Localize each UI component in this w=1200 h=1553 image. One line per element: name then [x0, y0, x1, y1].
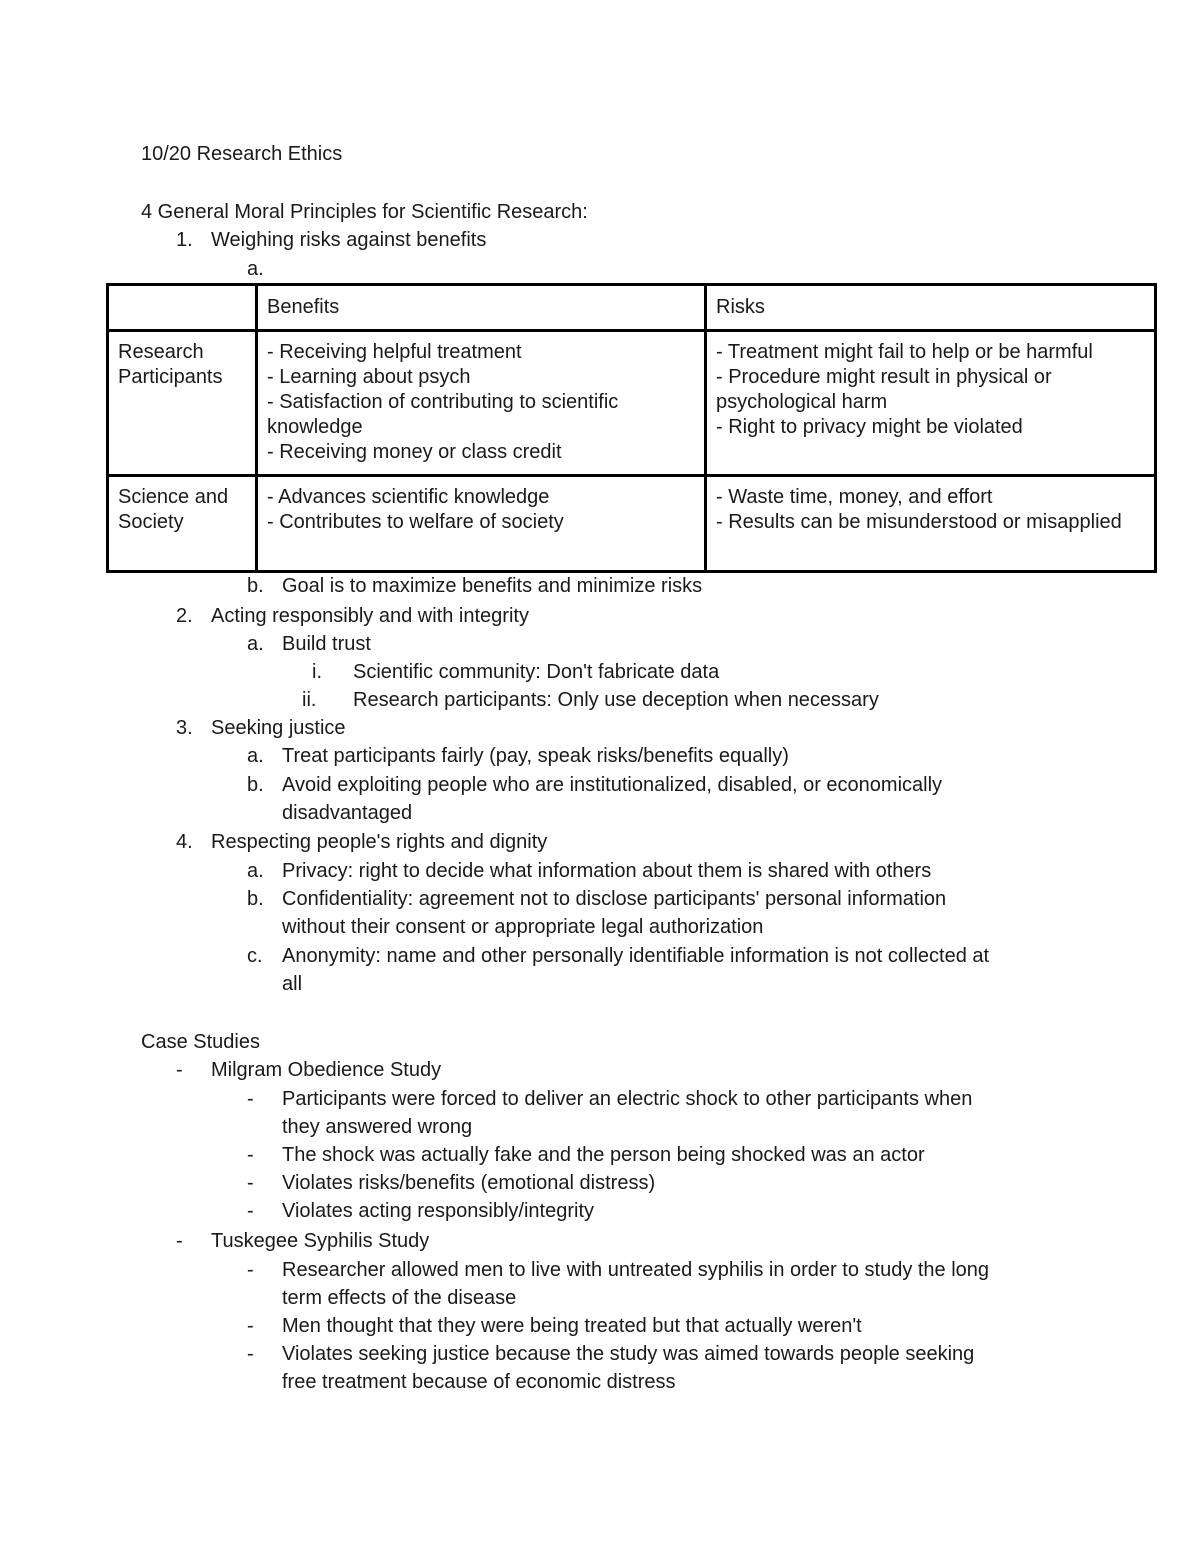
case-study-milgram: Milgram Obedience Study	[211, 1059, 442, 1081]
bullet-dash: -	[176, 1230, 183, 1252]
case-point: Violates seeking justice because the study was aimed towards people seeking	[282, 1343, 975, 1365]
risk-item: - Treatment might fail to help or be harmful	[716, 341, 1093, 363]
principles-heading: 4 General Moral Principles for Scientific Research:	[141, 201, 588, 223]
list-item: Confidentiality: agreement not to disclose participants' personal information	[282, 888, 947, 910]
row-label-line: Research	[118, 341, 204, 363]
table-header-benefits: Benefits	[257, 285, 706, 331]
list-marker: c.	[247, 945, 263, 967]
list-marker: i.	[312, 661, 322, 683]
bullet-dash: -	[247, 1088, 254, 1110]
principle-4-text: Respecting people's rights and dignity	[211, 831, 548, 853]
row-label-research-participants	[108, 331, 257, 476]
risks-benefits-table	[106, 283, 1157, 573]
case-point: Men thought that they were being treated but that actually weren't	[282, 1315, 862, 1337]
case-study-tuskegee: Tuskegee Syphilis Study	[211, 1230, 430, 1252]
bullet-dash: -	[247, 1343, 254, 1365]
bullet-dash: -	[247, 1200, 254, 1222]
list-item-continuation: disadvantaged	[282, 802, 413, 824]
benefit-item: - Advances scientific knowledge	[267, 486, 550, 508]
list-marker: a.	[247, 860, 264, 882]
list-marker: 3.	[176, 717, 193, 739]
row-label-science-society	[108, 476, 257, 572]
case-studies-heading: Case Studies	[141, 1031, 260, 1053]
benefit-item: - Satisfaction of contributing to scientific knowledge	[267, 391, 619, 438]
list-marker: 4.	[176, 831, 193, 853]
bullet-dash: -	[176, 1059, 183, 1081]
principle-2-text: Acting responsibly and with integrity	[211, 605, 529, 627]
row-label-line: Society	[118, 511, 184, 533]
list-marker: a.	[247, 258, 264, 280]
list-item-continuation: without their consent or appropriate legal authorization	[282, 916, 764, 938]
benefit-item: - Receiving helpful treatment	[267, 341, 522, 363]
list-item: Privacy: right to decide what information about them is shared with others	[282, 860, 932, 882]
risk-item: - Waste time, money, and effort	[716, 486, 993, 508]
principle-3-text: Seeking justice	[211, 717, 346, 739]
bullet-dash: -	[247, 1172, 254, 1194]
list-item: Avoid exploiting people who are institutionalized, disabled, or economically	[282, 774, 943, 796]
case-point-continuation: free treatment because of economic distress	[282, 1371, 676, 1393]
benefit-item: - Receiving money or class credit	[267, 441, 562, 463]
list-item: Research participants: Only use deception when necessary	[353, 689, 879, 711]
list-marker: b.	[247, 888, 264, 910]
risk-item: - Results can be misunderstood or misapplied	[716, 511, 1122, 533]
page-title: 10/20 Research Ethics	[141, 143, 343, 165]
bullet-dash: -	[247, 1144, 254, 1166]
row-label-line: Science and	[118, 486, 229, 508]
list-item: Treat participants fairly (pay, speak risks/benefits equally)	[282, 745, 789, 767]
table-header-row	[108, 285, 1156, 331]
risks-cell	[706, 331, 1156, 476]
benefits-cell	[257, 476, 706, 572]
list-marker: b.	[247, 774, 264, 796]
benefit-item: - Contributes to welfare of society	[267, 511, 564, 533]
list-marker: ii.	[302, 689, 317, 711]
bullet-dash: -	[247, 1259, 254, 1281]
case-point-continuation: they answered wrong	[282, 1116, 473, 1138]
list-marker: 2.	[176, 605, 193, 627]
list-item: Scientific community: Don't fabricate data	[353, 661, 720, 683]
list-marker: a.	[247, 745, 264, 767]
risks-cell	[706, 476, 1156, 572]
case-point: Violates risks/benefits (emotional distress)	[282, 1172, 656, 1194]
benefits-cell	[257, 331, 706, 476]
case-point: Participants were forced to deliver an electric shock to other participants when	[282, 1088, 973, 1110]
case-point: The shock was actually fake and the person being shocked was an actor	[282, 1144, 925, 1166]
row-label-line: Participants	[118, 366, 223, 388]
list-item-continuation: all	[282, 973, 303, 995]
list-item: Anonymity: name and other personally identifiable information is not collected at	[282, 945, 990, 967]
benefit-item: - Learning about psych	[267, 366, 471, 388]
list-marker: b.	[247, 575, 264, 597]
table-header-risks: Risks	[706, 285, 1156, 331]
case-point-continuation: term effects of the disease	[282, 1287, 517, 1309]
list-marker: 1.	[176, 229, 193, 251]
risk-item: - Procedure might result in physical or psychological harm	[716, 366, 1052, 413]
case-point: Researcher allowed men to live with untreated syphilis in order to study the long	[282, 1259, 990, 1281]
list-item: Build trust	[282, 633, 371, 655]
risk-item: - Right to privacy might be violated	[716, 416, 1023, 438]
list-marker: a.	[247, 633, 264, 655]
table-row	[108, 331, 1156, 476]
case-point: Violates acting responsibly/integrity	[282, 1200, 595, 1222]
table-row	[108, 476, 1156, 572]
list-item: Goal is to maximize benefits and minimize risks	[282, 575, 703, 597]
table-header-cell-empty	[108, 285, 257, 331]
principle-1-text: Weighing risks against benefits	[211, 229, 487, 251]
bullet-dash: -	[247, 1315, 254, 1337]
